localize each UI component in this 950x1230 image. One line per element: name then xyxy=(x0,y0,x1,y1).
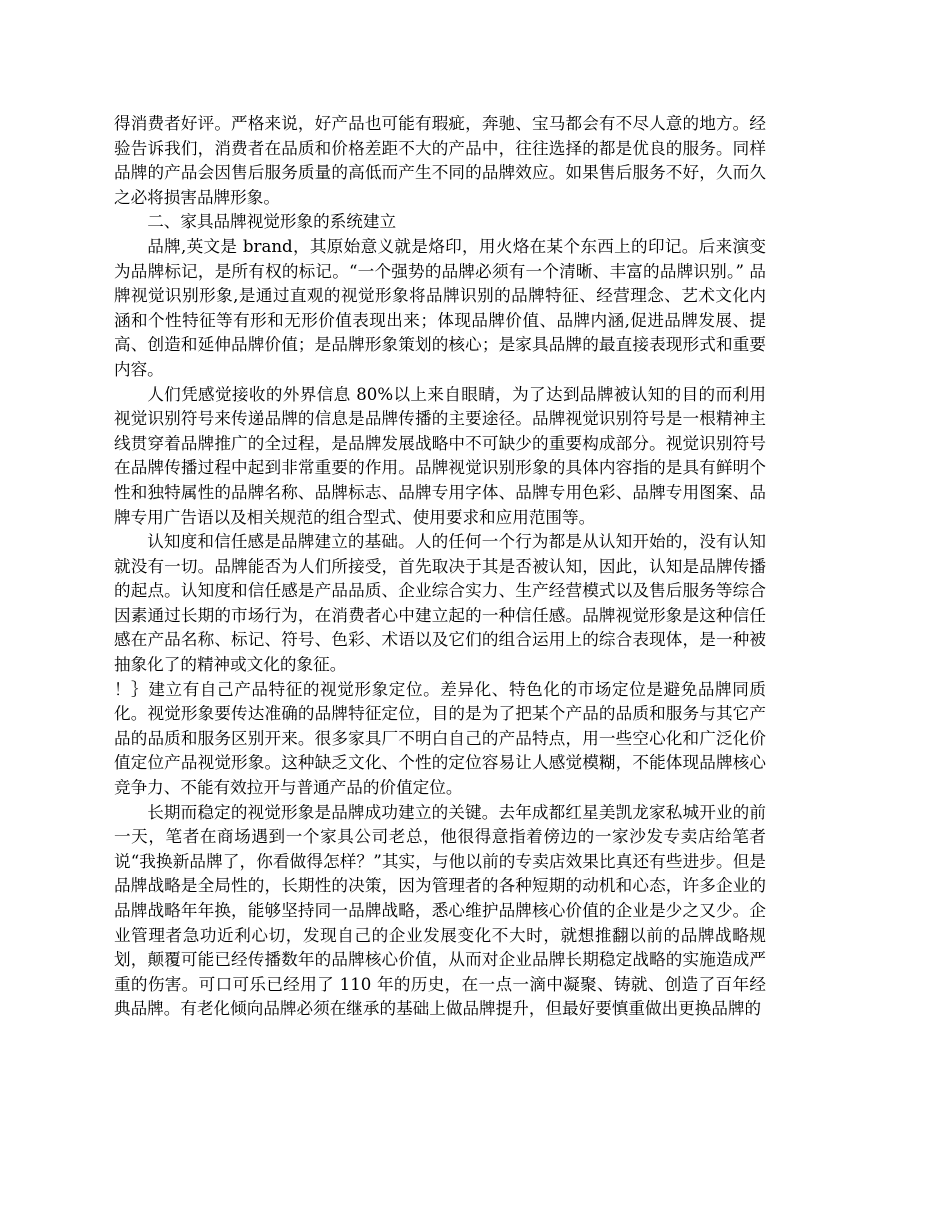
paragraph-stable-visual-image: 长期而稳定的视觉形象是品牌成功建立的关键。去年成都红星美凯龙家私城开业的前一天，笔者在商场遇到一个家具公司老总，他很得意指着傍边的一家沙发专卖店给笔者说“我换新品牌了，你看做得怎样？”其实，与他以前的专卖店效果比真还有些进步。但是品牌战略是全局性的，长期性的决策，因为管理者的各种短期的动机和心态，许多企业的品牌战略年年换，能够坚持同一品牌战略，悉心维护品牌核心价值的企业是少之又少。企业管理者急功近利心切，发现自己的企业发展变化不大时，就想推翻以前的品牌战略规划，颠覆可能已经传播数年的品牌核心价值，从而对企业品牌长期稳定战略的实施造成严重的伤害。可口可乐已经用了 110 年的历史，在一点一滴中凝聚、铸就、创造了百年经典品牌。有老化倾向品牌必须在继承的基础上做品牌提升，但最好要慎重做出更换品牌的 xyxy=(114,802,766,1019)
paragraph-after-sales-service: 得消费者好评。严格来说，好产品也可能有瑕疵，奔驰、宝马都会有不尽人意的地方。经验告诉我们，消费者在品质和价格差距不大的产品中，往往选择的都是优良的服务。同样品牌的产品会因售后服务质量的高低而产生不同的品牌效应。如果售后服务不好，久而久之必将损害品牌形象。 xyxy=(114,114,766,207)
paragraph-visual-positioning: ！｝建立有自己产品特征的视觉形象定位。差异化、特色化的市场定位是避免品牌同质化。视觉形象要传达准确的品牌特征定位，目的是为了把某个产品的品质和服务与其它产品的品质和服务区别开来。很多家具厂不明白自己的产品特点，用一些空心化和广泛化价值定位产品视觉形象。这种缺乏文化、个性的定位容易让人感觉模糊，不能体现品牌核心竞争力、不能有效拉开与普通产品的价值定位。 xyxy=(114,679,766,798)
paragraph-recognition-trust: 认知度和信任感是品牌建立的基础。人的任何一个行为都是从认知开始的，没有认知就没有一切。品牌能否为人们所接受，首先取决于其是否被认知，因此，认知是品牌传播的起点。认知度和信任感是产品品质、企业综合实力、生产经营模式以及售后服务等综合因素通过长期的市场行为，在消费者心中建立起的一种信任感。品牌视觉形象是这种信任感在产品名称、标记、符号、色彩、术语以及它们的组合运用上的综合表现体，是一种被抽象化了的精神或文化的象征。 xyxy=(114,532,766,675)
section-heading: 二、家具品牌视觉形象的系统建立 xyxy=(147,212,397,232)
paragraph-brand-definition: 品牌,英文是 brand，其原始意义就是烙印，用火烙在某个东西上的印记。后来演变为品牌标记，是所有权的标记。“一个强势的品牌必须有一个清晰、丰富的品牌识别。” 品牌视觉识别形象,是通过直观的视觉形象将品牌识别的品牌特征、经营理念、艺术文化内涵和个性特征等有形和无形价值表现出来；体现品牌价值、品牌内涵,促进品牌发展、提高、创造和延伸品牌价值；是品牌形象策划的核心；是家具品牌的最直接表现形式和重要内容。 xyxy=(114,236,766,379)
document-page xyxy=(114,112,766,1022)
paragraph-visual-identity: 人们凭感觉接收的外界信息 80%以上来自眼睛，为了达到品牌被认知的目的而利用视觉识别符号来传递品牌的信息是品牌传播的主要途径。品牌视觉识别符号是一根精神主线贯穿着品牌推广的全过程，是品牌发展战略中不可缺少的重要构成部分。视觉识别符号在品牌传播过程中起到非常重要的作用。品牌视觉识别形象的具体内容指的是具有鲜明个性和独特属性的品牌名称、品牌标志、品牌专用字体、品牌专用色彩、品牌专用图案、品牌专用广告语以及相关规范的组合型式、使用要求和应用范围等。 xyxy=(114,384,766,527)
